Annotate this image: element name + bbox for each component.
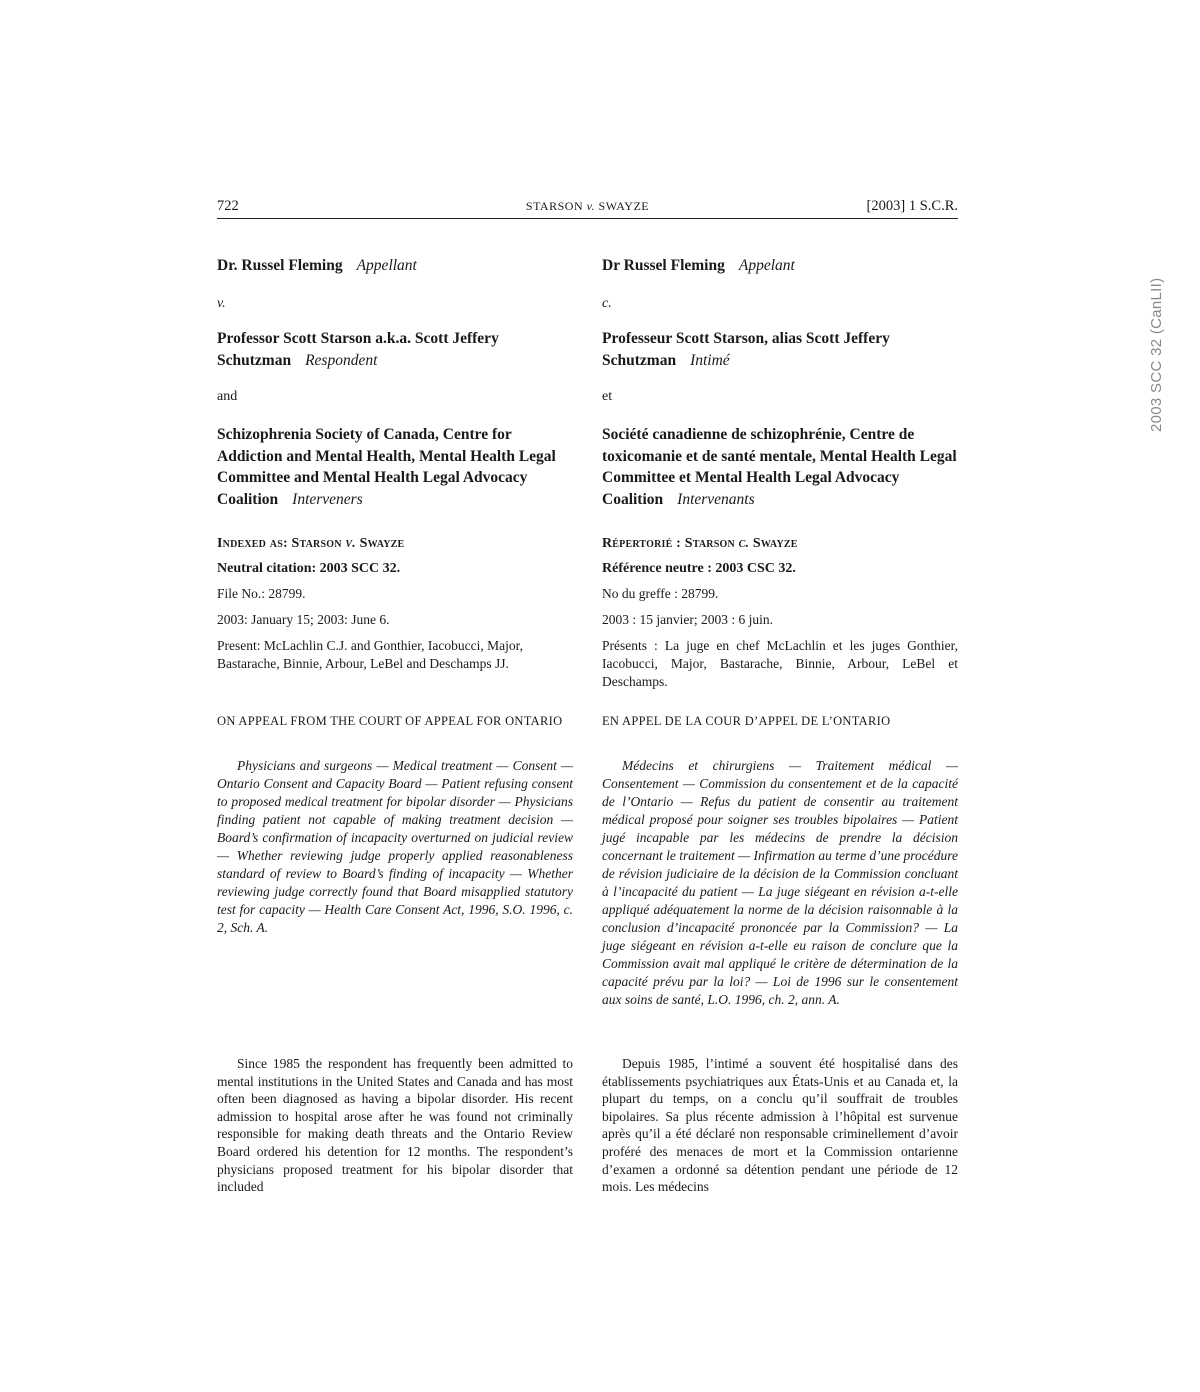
running-title-right: SWAYZE [598,199,650,213]
indexed-label-fr: Répertorié : Starson [602,536,735,551]
appellant-name-fr: Dr Russel Fleming [602,257,725,274]
file-number: File No.: 28799. [217,586,306,601]
appellant-role-fr: Appelant [738,257,795,274]
appellant-name: Dr. Russel Fleming [217,257,343,274]
respondent-role-fr: Intimé [690,351,730,369]
appellant-role: Appellant [356,257,417,274]
respondent-line [217,328,573,371]
running-title [217,199,958,214]
indexed-v-fr: c. [738,536,750,551]
body-paragraph-fr: Depuis 1985, l’intimé a souvent été hospitalisé dans des établissements psychiatriques aux États-Unis et au Canada et, la plupart du temps, on a conclu qu’il souffrait de troubles bipolaires. Sa plus récente admission à l’hôpital est survenue après qu’il a été déclaré non responsable criminellement d’avoir proféré des menaces de mort et la Commission ontarienne d’examen a ordonné sa détention pendant une période de 12 mois. Les médecins [602,1056,958,1195]
hearing-dates-fr: 2003 : 15 janvier; 2003 : 6 juin. [602,612,773,627]
indexed-label: Indexed as: Starson [217,536,342,551]
interveners-role: Interveners [292,490,363,508]
present-judges: Present: McLachlin C.J. and Gonthier, Iacobucci, Major, Bastarache, Binnie, Arbour, LeBel and Deschamps JJ. [217,638,523,671]
indexed-as-fr [602,535,958,553]
body-paragraph: Since 1985 the respondent has frequently been admitted to mental institutions in the United States and Canada and has most often been diagnosed as having a bipolar disorder. His recent admission to hospital arose after he was found not criminally responsible for making death threats and the Ontario Review Board ordered his detention for 12 months. The respondent’s physicians proposed treatment for his bipolar disorder that included [217,1056,573,1195]
appeal-heading-fr: EN APPEL DE LA COUR D’APPEL DE L’ONTARIO [602,714,891,728]
respondent-name-fr: Professeur Scott Starson, alias Scott Jeffery Schutzman [602,330,890,369]
catchwords-fr: Médecins et chirurgiens — Traitement médical — Consentement — Commission du consentement et de la capacité de l’Ontario — Refus du patient de consentir au traitement médical proposé pour soigner ses troubles bipolaires — Patient jugé incapable par les médecins de prendre la décision concernant le traitement — Infirmation au terme d’une procédure de révision judiciaire de la décision de la Commission concluant à l’incapacité du patient — La juge siégeant en révision a-t-elle appliqué adéquatement la norme de la décision raisonnable à la conclusion d’incapacité prononcée par la Commission? — La juge siégeant en révision a-t-elle eu raison de conclure que la Commission avait mal appliqué le critère de détermination de la capacité prévu par la loi? — Loi de 1996 sur le consentement aux soins de santé, L.O. 1996, ch. 2, ann. A. [602,758,958,1007]
respondent-name: Professor Scott Starson a.k.a. Scott Jeffery Schutzman [217,330,499,369]
respondent-role: Respondent [305,351,378,369]
page-number: 722 [217,198,239,214]
interveners-role-fr: Intervenants [677,490,755,508]
indexed-as [217,535,573,553]
appeal-heading: ON APPEAL FROM THE COURT OF APPEAL FOR ONTARIO [217,714,563,728]
respondent-line-fr [602,328,958,371]
indexed-v: v. [345,536,356,551]
side-citation: 2003 SCC 32 (CanLII) [1148,277,1165,432]
appellant-line [217,255,573,277]
neutral-citation-fr: Référence neutre : 2003 CSC 32. [602,561,796,576]
running-header [217,196,958,219]
interveners-line [217,424,573,510]
and-conjunction: and [217,389,238,404]
catchwords: Physicians and surgeons — Medical treatment — Consent — Ontario Consent and Capacity Board — Patient refusing consent to proposed medical treatment for bipolar disorder — Physicians finding patient not capable of making treatment decision — Board’s confirmation of incapacity overturned on judicial review — Whether reviewing judge properly applied reasonableness standard of review to Board’s finding of incapacity — Whether reviewing judge correctly found that Board misapplied statutory test for capacity — Health Care Consent Act, 1996, S.O. 1996, c. 2, Sch. A. [217,758,573,935]
indexed-rest-fr: Swayze [752,536,798,551]
present-judges-fr: Présents : La juge en chef McLachlin et les juges Gonthier, Iacobucci, Major, Bastarache, Binnie, Arbour, LeBel et Deschamps. [602,638,958,689]
neutral-citation: Neutral citation: 2003 SCC 32. [217,561,401,576]
and-conjunction-fr: et [602,389,613,404]
indexed-rest: Swayze [359,536,405,551]
running-title-left: STARSON [525,199,584,213]
file-number-fr: No du greffe : 28799. [602,586,719,601]
interveners-name-fr: Société canadienne de schizophrénie, Centre de toxicomanie et de santé mentale, Mental Health Legal Committee et Mental Health Legal Advocacy Coalition [602,426,957,508]
interveners-name: Schizophrenia Society of Canada, Centre for Addiction and Mental Health, Mental Health Legal Committee and Mental Health Legal Advocacy Coalition [217,426,556,508]
versus-fr: c. [602,296,612,311]
report-citation: [2003] 1 S.C.R. [866,198,958,214]
appellant-line-fr [602,255,958,277]
hearing-dates: 2003: January 15; 2003: June 6. [217,612,390,627]
interveners-line-fr [602,424,958,510]
versus: v. [217,296,226,311]
running-title-v: v. [586,199,596,213]
